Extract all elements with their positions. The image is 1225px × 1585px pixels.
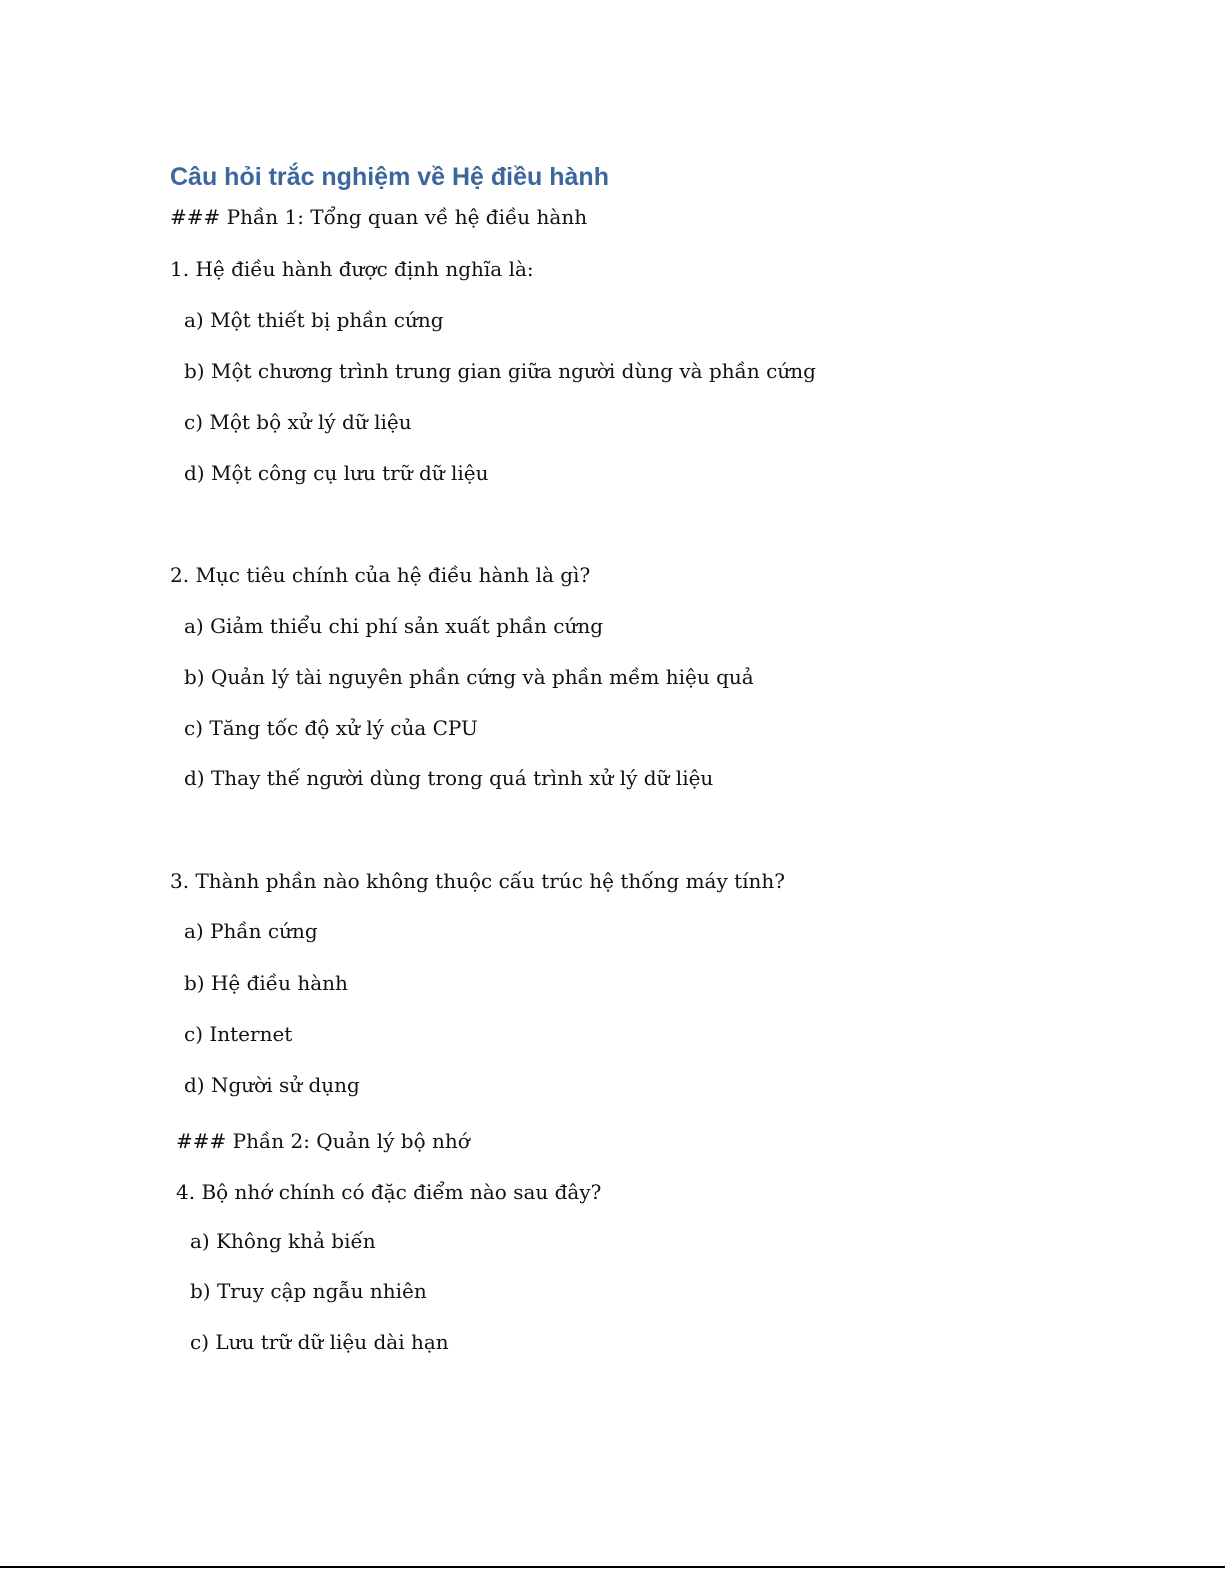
question-3-option-a: a) Phần cứng [184,919,318,943]
question-2-option-d: d) Thay thế người dùng trong quá trình xử lý dữ liệu [184,766,714,790]
question-2-option-a: a) Giảm thiểu chi phí sản xuất phần cứng [184,614,604,638]
question-1-option-b: b) Một chương trình trung gian giữa người dùng và phần cứng [184,359,816,383]
document-title: Câu hỏi trắc nghiệm về Hệ điều hành [170,163,609,191]
part2-heading: ### Phần 2: Quản lý bộ nhớ [176,1129,470,1153]
page-bottom-border [0,1566,1225,1568]
question-4: 4. Bộ nhớ chính có đặc điểm nào sau đây? [176,1180,602,1204]
question-2-option-b: b) Quản lý tài nguyên phần cứng và phần mềm hiệu quả [184,665,754,689]
question-3-option-d: d) Người sử dụng [184,1073,360,1097]
question-3-option-c: c) Internet [184,1022,293,1046]
question-1-option-a: a) Một thiết bị phần cứng [184,308,444,332]
question-1-option-d: d) Một công cụ lưu trữ dữ liệu [184,461,489,485]
question-2-option-c: c) Tăng tốc độ xử lý của CPU [184,716,478,740]
question-1-option-c: c) Một bộ xử lý dữ liệu [184,410,412,434]
part1-heading: ### Phần 1: Tổng quan về hệ điều hành [170,205,588,229]
question-4-option-c: c) Lưu trữ dữ liệu dài hạn [190,1330,449,1354]
question-2: 2. Mục tiêu chính của hệ điều hành là gì? [170,563,591,587]
question-4-option-a: a) Không khả biến [190,1229,376,1253]
question-3-option-b: b) Hệ điều hành [184,971,348,995]
question-1: 1. Hệ điều hành được định nghĩa là: [170,257,534,281]
question-4-option-b: b) Truy cập ngẫu nhiên [190,1279,427,1303]
question-3: 3. Thành phần nào không thuộc cấu trúc hệ thống máy tính? [170,869,786,893]
